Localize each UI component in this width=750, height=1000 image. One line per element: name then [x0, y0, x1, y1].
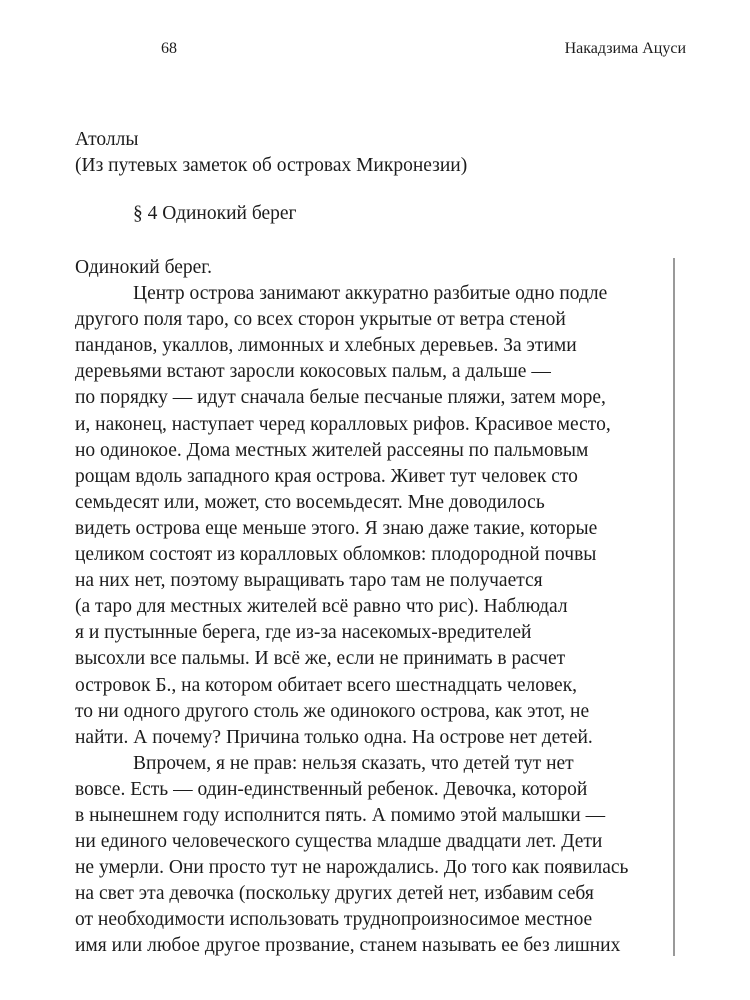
text-line: панданов, укаллов, лимонных и хлебных деревьев. За этими	[75, 335, 577, 357]
text-line: на свет эта девочка (поскольку других детей нет, избавим себя	[75, 883, 594, 905]
text-line: в нынешнем году исполнится пять. А помимо этой малышки —	[75, 804, 606, 826]
page-number: 68	[161, 40, 177, 57]
text-line: Впрочем, я не прав: нельзя сказать, что детей тут нет	[133, 752, 574, 774]
section-heading: § 4 Одинокий берег	[133, 203, 297, 224]
chapter-title-block	[75, 127, 467, 179]
text-line: (а таро для местных жителей всё равно что рис). Наблюдал	[75, 596, 568, 618]
text-line: деревьями встают заросли кокосовых пальм, а дальше —	[75, 361, 551, 383]
text-line: я и пустынные берега, где из-за насекомых-вредителей	[75, 622, 532, 644]
text-line: другого поля таро, со всех сторон укрытые от ветра стеной	[75, 309, 566, 331]
running-header-author: Накадзима Ацуси	[564, 40, 686, 57]
text-line: от необходимости использовать труднопроизносимое местное	[75, 909, 593, 931]
text-line: островок Б., на котором обитает всего шестнадцать человек,	[75, 674, 578, 696]
text-line: то ни одного другого столь же одинокого острова, как этот, не	[75, 700, 590, 722]
text-line: вовсе. Есть — один-единственный ребенок. Девочка, которой	[75, 778, 588, 800]
text-line: высохли все пальмы. И всё же, если не принимать в расчет	[75, 648, 566, 670]
chapter-subtitle: (Из путевых заметок об островах Микронезии)	[75, 155, 468, 176]
text-line: найти. А почему? Причина только одна. На острове нет детей.	[75, 726, 593, 748]
text-line: Одинокий берег.	[75, 257, 212, 278]
text-line: ни единого человеческого существа младше двадцати лет. Дети	[75, 831, 603, 853]
chapter-title: Атоллы	[75, 129, 139, 150]
text-line: рощам вдоль западного края острова. Живет тут человек сто	[75, 465, 578, 487]
text-line: Центр острова занимают аккуратно разбитые одно подле	[133, 283, 608, 305]
text-line: имя или любое другое прозвание, станем называть ее без лишних	[75, 935, 621, 957]
text-line: и, наконец, наступает черед коралловых рифов. Красивое место,	[75, 413, 611, 435]
body-text	[75, 255, 628, 960]
text-line: но одинокое. Дома местных жителей рассеяны по пальмовым	[75, 439, 589, 461]
text-line: по порядку — идут сначала белые песчаные пляжи, затем море,	[75, 387, 606, 409]
text-line: на них нет, поэтому выращивать таро там не получается	[75, 570, 543, 592]
text-line: целиком состоят из коралловых обломков: плодородной почвы	[75, 544, 597, 566]
scrollbar[interactable]	[673, 258, 675, 956]
text-line: не умерли. Они просто тут не нарождались. До того как появилась	[75, 857, 629, 879]
text-line: видеть острова еще меньше этого. Я знаю даже такие, которые	[75, 517, 598, 539]
text-line: семьдесят или, может, сто восемьдесят. Мне доводилось	[75, 491, 545, 513]
